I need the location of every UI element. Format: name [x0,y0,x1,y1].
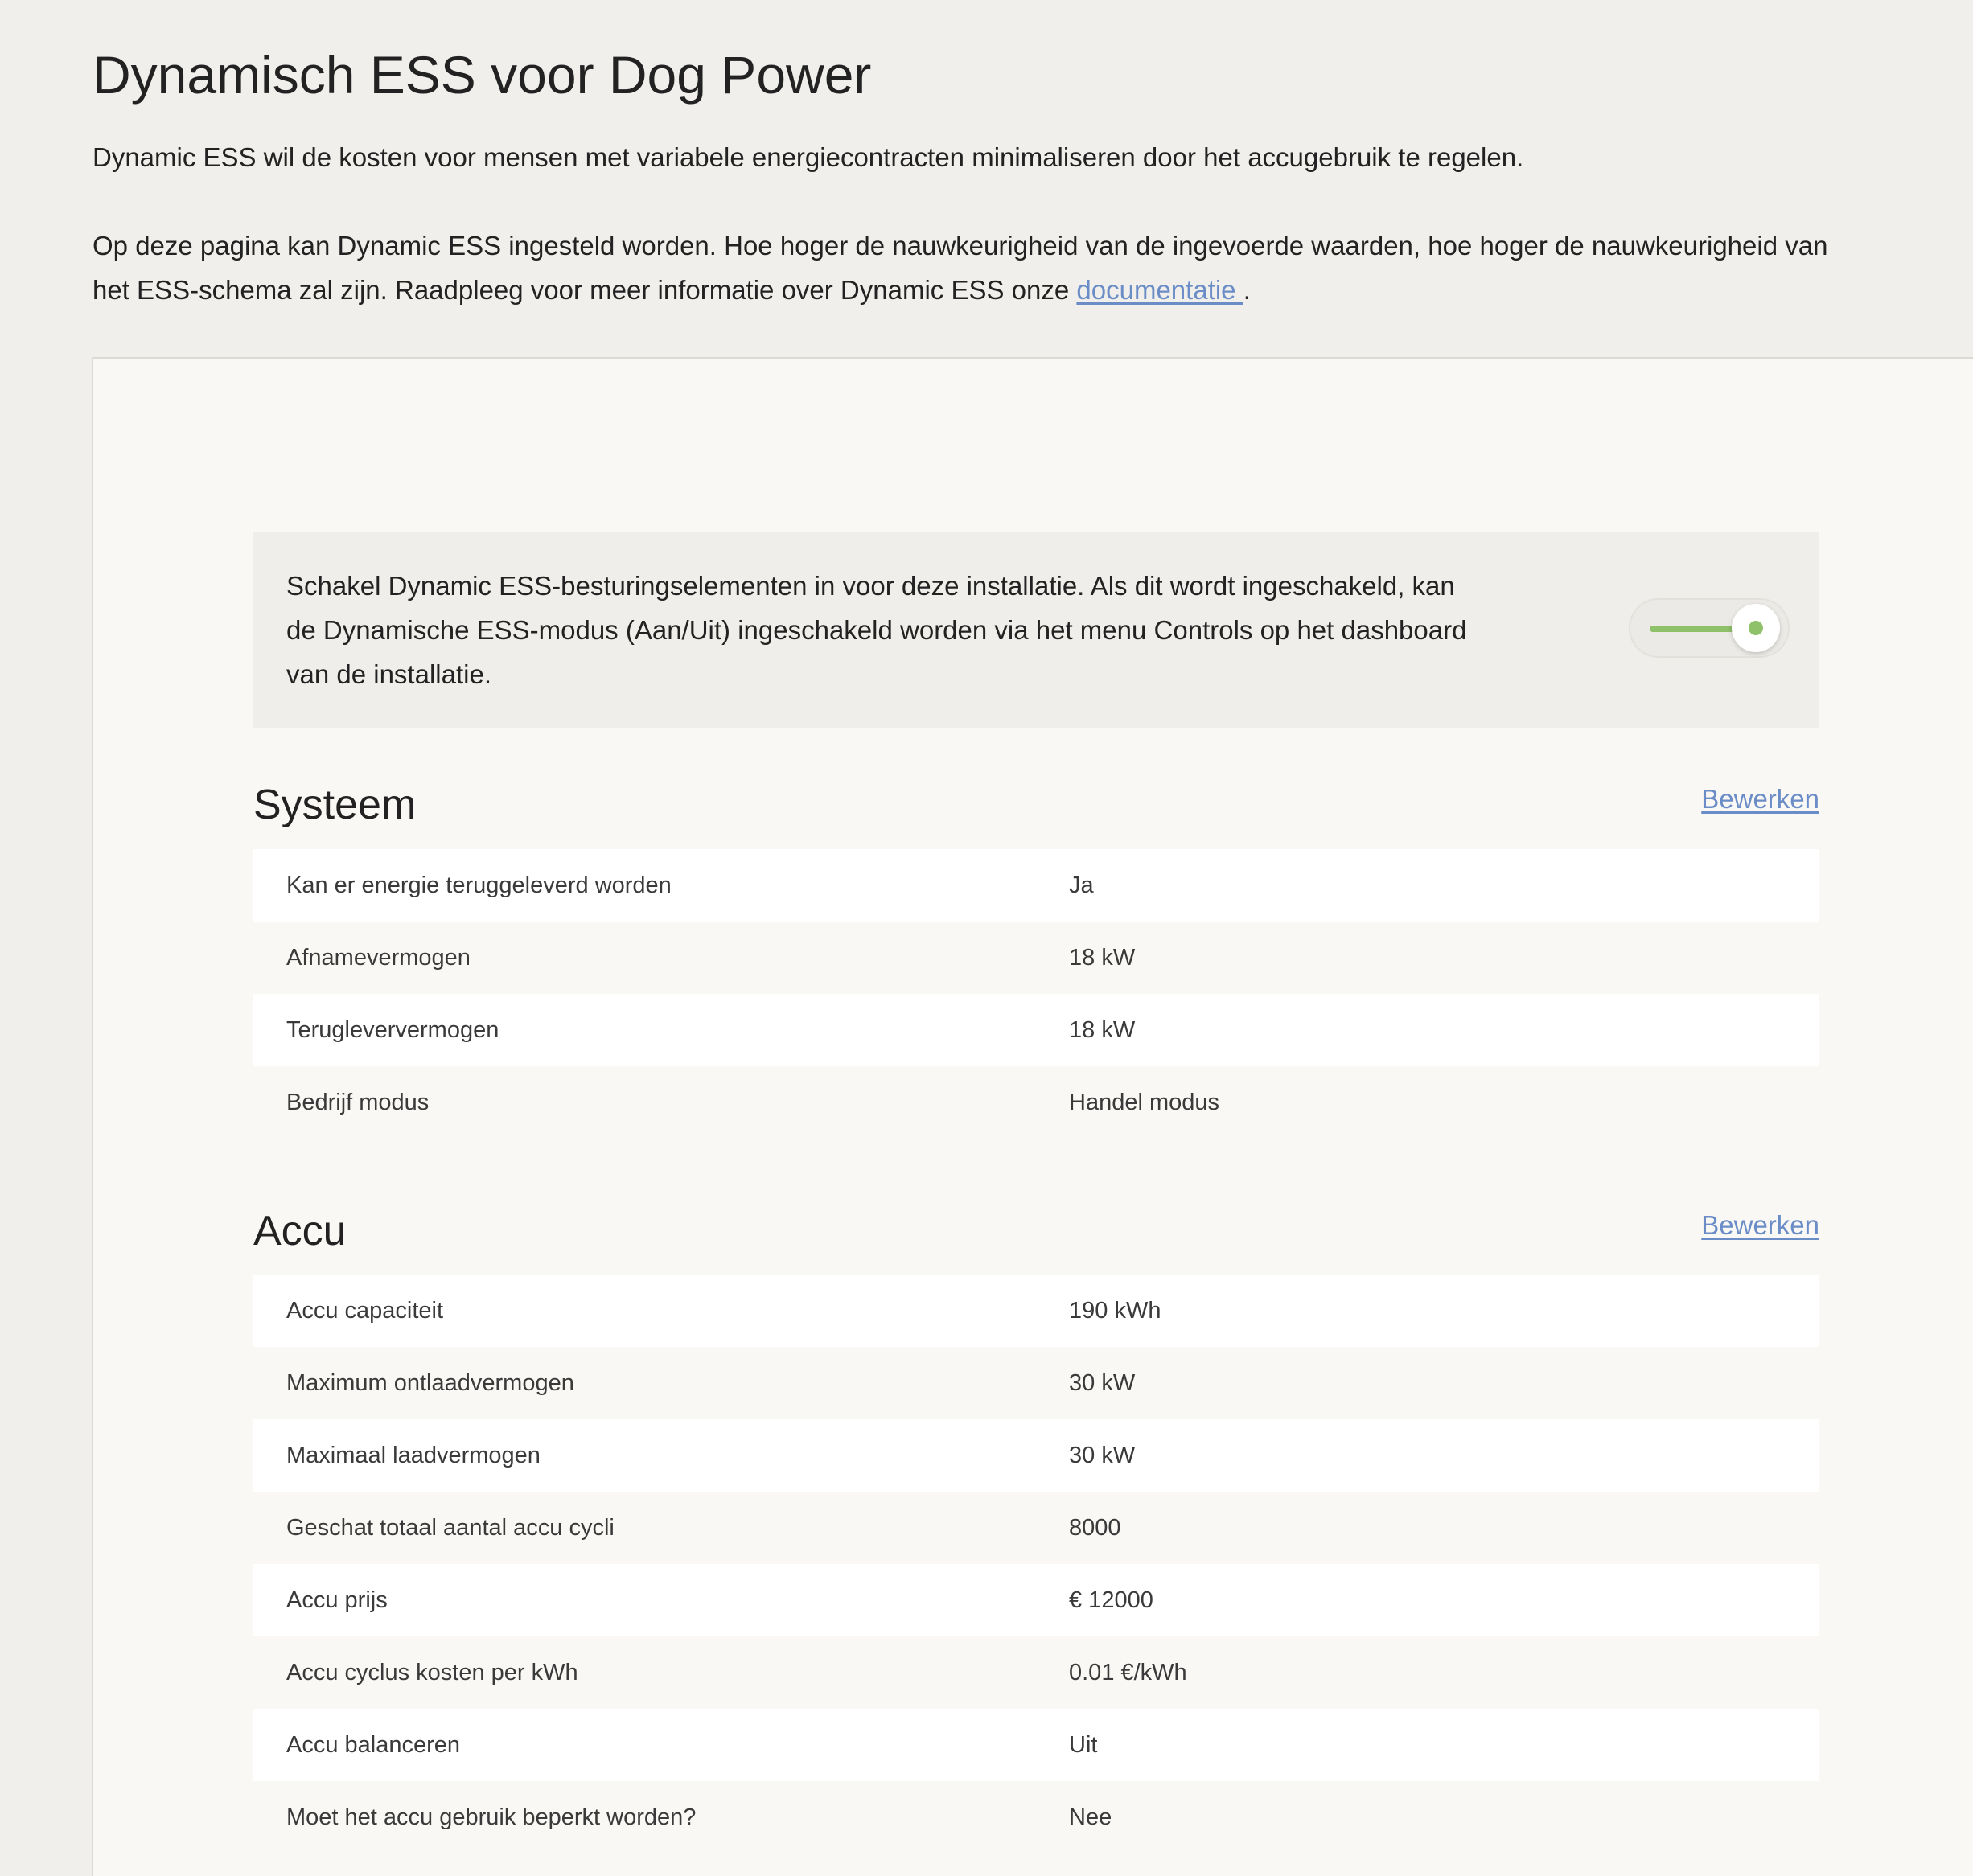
table-row [253,1066,1819,1139]
documentation-link[interactable]: documentatie [1076,275,1243,305]
row-label: Accu cyclus kosten per kWh [286,1660,578,1685]
table-row [253,849,1819,922]
row-value: 30 kW [1069,1443,1136,1468]
accu-title: Accu [253,1208,347,1254]
switch-knob [1732,604,1780,652]
table-row [253,1709,1819,1781]
table-row [253,1492,1819,1564]
systeem-title: Systeem [253,782,417,828]
accu-table [253,1275,1819,1853]
row-label: Maximum ontlaadvermogen [286,1370,574,1396]
row-label: Afnamevermogen [286,945,471,971]
table-row [253,1347,1819,1419]
row-label: Accu balanceren [286,1732,461,1758]
row-value: 18 kW [1069,1017,1136,1043]
row-label: Moet het accu gebruik beperkt worden? [286,1804,697,1830]
row-label: Accu prijs [286,1587,388,1613]
toggle-description [286,564,1573,696]
table-row [253,922,1819,994]
intro-line-1: Op deze pagina kan Dynamic ESS ingesteld worden. Hoe hoger de nauwkeurigheid van de ingevoerde waarden, hoe hoger de nauwkeurigheid van [92,231,1828,261]
row-value: 18 kW [1069,945,1136,971]
row-label: Terugleververmogen [286,1017,499,1043]
table-row [253,994,1819,1066]
table-row [253,1636,1819,1709]
table-row [253,1781,1819,1853]
table-row [253,1419,1819,1492]
table-row [253,1564,1819,1636]
intro-suffix: . [1243,275,1251,305]
row-value: 30 kW [1069,1370,1136,1396]
row-value: € 12000 [1069,1587,1153,1613]
switch-on-indicator [1749,621,1763,635]
row-value: Handel modus [1069,1090,1219,1115]
page-title: Dynamisch ESS voor Dog Power [92,45,872,105]
row-label: Accu capaciteit [286,1298,444,1324]
row-label: Geschat totaal aantal accu cycli [286,1515,615,1541]
row-value: 190 kWh [1069,1298,1161,1324]
row-value: Ja [1069,872,1094,898]
row-value: Nee [1069,1804,1112,1830]
intro-line-2-text: het ESS-schema zal zijn. Raadpleeg voor meer informatie over Dynamic ESS onze [92,275,1077,305]
toggle-description-line-1: Schakel Dynamic ESS-besturingselementen in voor deze installatie. Als dit wordt ingeschakeld, kan [286,571,1455,601]
row-label: Kan er energie teruggeleverd worden [286,872,672,898]
accu-edit-link[interactable]: Bewerken [1701,1210,1819,1240]
toggle-description-line-2: de Dynamische ESS-modus (Aan/Uit) ingeschakeld worden via het menu Controls op het dashboard [286,615,1467,645]
intro-line-2 [92,268,1827,312]
intro-text: Dynamic ESS wil de kosten voor mensen met variabele energiecontracten minimaliseren door het accugebruik te regelen. [92,142,1524,172]
systeem-table [253,849,1819,1139]
systeem-edit-link[interactable]: Bewerken [1701,784,1819,814]
toggle-description-line-3: van de installatie. [286,659,491,689]
row-value: 8000 [1069,1515,1121,1541]
table-row [253,1275,1819,1347]
intro-text-2 [92,224,1827,312]
row-value: Uit [1069,1732,1098,1758]
row-label: Bedrijf modus [286,1090,430,1115]
dynamic-ess-toggle-panel [253,532,1819,728]
row-value: 0.01 €/kWh [1069,1660,1187,1685]
row-label: Maximaal laadvermogen [286,1443,541,1468]
dynamic-ess-switch[interactable] [1629,598,1790,658]
